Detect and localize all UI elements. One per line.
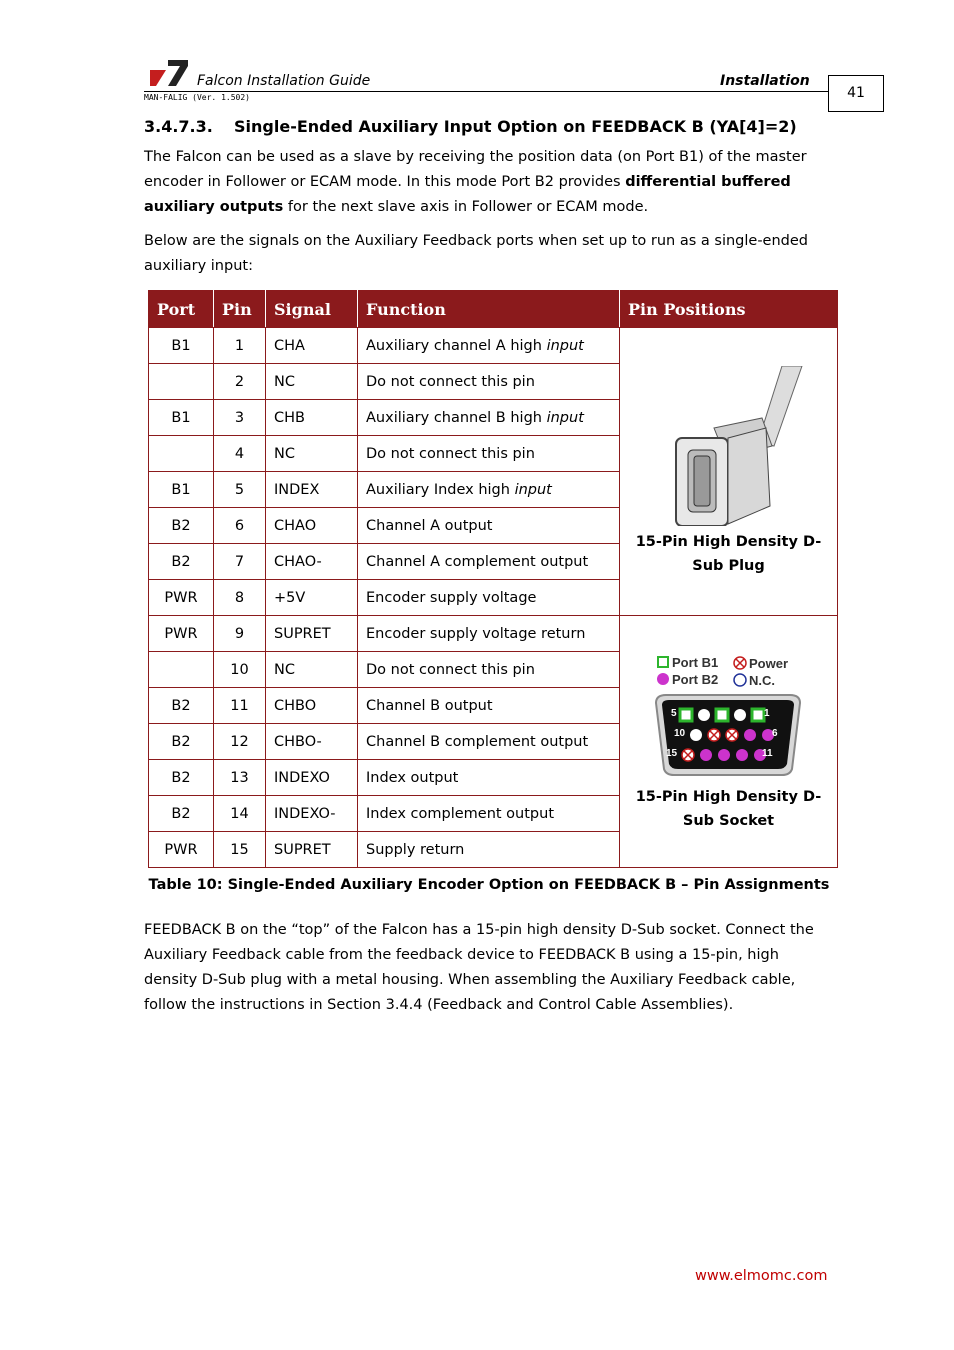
cell-function [358,616,620,652]
cell-port [149,652,214,688]
cell-function [358,760,620,796]
cell-function [358,724,620,760]
intro-paragraph-1 [144,145,834,220]
cell-pin: 3 [214,400,266,436]
section-heading [144,117,797,136]
socket-pin-14 [700,749,712,761]
function-text: Encoder supply voltage return [366,625,586,642]
cell-signal: CHAO [266,508,358,544]
function-text: Channel A complement output [366,553,589,570]
cell-pin: 7 [214,544,266,580]
dsub-plug-image [654,366,804,526]
function-text: Auxiliary channel A high [366,337,547,354]
cell-port: PWR [149,580,214,616]
svg-text:Power: Power [748,655,788,671]
function-text: Do not connect this pin [366,445,535,462]
elmo-logo [148,58,190,88]
cell-port [149,364,214,400]
cell-function [358,580,620,616]
function-text: Channel A output [366,517,493,534]
function-text: Auxiliary channel B high [366,409,547,426]
page-number: 41 [828,75,884,112]
socket-pin-4 [698,709,710,721]
svg-text:15: 15 [665,747,677,759]
function-text: Do not connect this pin [366,661,535,678]
port-b2-legend-icon [657,673,669,685]
cell-function [358,364,620,400]
cell-pin: 15 [214,832,266,868]
cell-port: B1 [149,328,214,364]
header-rule [144,91,829,92]
cell-function [358,328,620,364]
function-text: Encoder supply voltage [366,589,537,606]
cell-pin: 6 [214,508,266,544]
cell-pin: 2 [214,364,266,400]
cell-signal: NC [266,364,358,400]
cell-signal: CHAO- [266,544,358,580]
cell-port: PWR [149,832,214,868]
cell-signal: CHB [266,400,358,436]
cell-signal: NC [266,652,358,688]
cell-port: B1 [149,400,214,436]
cell-pin: 1 [214,328,266,364]
table-header-row [149,291,838,328]
cell-signal: CHBO- [266,724,358,760]
function-italic: input [514,481,552,498]
cell-port: B2 [149,796,214,832]
header-revision: MAN-FALIG (Ver. 1.502) [144,93,250,102]
svg-text:Port B1: Port B1 [671,654,718,670]
cell-pin: 10 [214,652,266,688]
table-caption: Table 10: Single-Ended Auxiliary Encoder Option on FEEDBACK B – Pin Assignments [148,877,830,893]
header-pin: Pin [214,291,266,328]
socket-pin-13 [718,749,730,761]
cell-port: B2 [149,760,214,796]
svg-text:6: 6 [771,727,778,739]
cell-signal: INDEX [266,472,358,508]
cell-pin: 12 [214,724,266,760]
cell-function [358,508,620,544]
cell-port: B1 [149,472,214,508]
cell-signal: INDEXO [266,760,358,796]
socket-pin-7 [744,729,756,741]
cell-function [358,652,620,688]
svg-text:10: 10 [673,727,685,739]
cell-function [358,688,620,724]
plug-cell [620,328,838,616]
section-number: 3.4.7.3. [144,117,213,136]
cell-pin: 9 [214,616,266,652]
header-signal: Signal [266,291,358,328]
cell-function [358,796,620,832]
function-italic: input [546,409,584,426]
intro-paragraph-2: Below are the signals on the Auxiliary Feedback ports when set up to run as a single-ended auxiliary input: [144,233,808,274]
cell-pin: 14 [214,796,266,832]
pin-assignment-table [148,290,838,868]
cell-port: B2 [149,508,214,544]
svg-text:11: 11 [761,747,773,759]
cell-function [358,472,620,508]
cell-signal: SUPRET [266,616,358,652]
function-text: Supply return [366,841,465,858]
intro-bold-text: differential buffered auxiliary outputs [144,174,791,215]
cell-port: B2 [149,724,214,760]
cell-pin: 11 [214,688,266,724]
cell-signal: INDEXO- [266,796,358,832]
socket-pin-1 [752,709,764,721]
svg-text:1: 1 [763,707,770,719]
intro-text: The Falcon can be used as a slave by receiving the position data (on Port B1) of the master encoder in Follower or ECAM mode. In this mode Port B2 provides [144,149,807,190]
cell-function [358,436,620,472]
cell-signal: +5V [266,580,358,616]
cell-pin: 4 [214,436,266,472]
function-italic: input [546,337,584,354]
socket-pin-12 [736,749,748,761]
cell-port: B2 [149,544,214,580]
header-port: Port [149,291,214,328]
socket-cell [620,616,838,868]
cell-signal: CHBO [266,688,358,724]
cell-function [358,400,620,436]
svg-text:5: 5 [670,707,677,719]
socket-pin-5 [680,709,692,721]
socket-pin-3 [716,709,728,721]
cell-signal: NC [266,436,358,472]
cell-signal: CHA [266,328,358,364]
cell-port [149,436,214,472]
function-text: Auxiliary Index high [366,481,515,498]
cell-function [358,544,620,580]
svg-text:N.C.: N.C. [748,672,775,688]
socket-pin-2 [734,709,746,721]
function-text: Index complement output [366,805,555,822]
header-section: Installation [720,73,810,89]
function-text: Channel B complement output [366,733,589,750]
header-title: Falcon Installation Guide [197,73,371,89]
section-title: Single-Ended Auxiliary Input Option on FEEDBACK B (YA[4]=2) [234,117,797,136]
socket-pin-10 [690,729,702,741]
dsub-socket-diagram [644,651,814,779]
function-text: Channel B output [366,697,493,714]
table-row [149,328,838,364]
plug-caption: 15-Pin High Density D-Sub Plug [635,533,822,574]
header-pin-positions: Pin Positions [620,291,838,328]
cell-port: B2 [149,688,214,724]
cell-pin: 8 [214,580,266,616]
function-text: Index output [366,769,459,786]
function-text: Do not connect this pin [366,373,535,390]
header-function: Function [358,291,620,328]
intro-text-end: for the next slave axis in Follower or ECAM mode. [283,199,649,215]
table-row [149,616,838,652]
footer-url[interactable]: www.elmomc.com [695,1268,828,1284]
svg-text:Port B2: Port B2 [671,671,718,687]
nc-legend-icon [734,674,746,686]
cell-pin: 13 [214,760,266,796]
socket-caption: 15-Pin High Density D-Sub Socket [635,788,822,829]
outro-paragraph: FEEDBACK B on the “top” of the Falcon has a 15-pin high density D-Sub socket. Connect the Auxiliary Feedback cable from the feedback device to FEEDBACK B using a 15-pin, high density D-Sub plug with a metal housing. When assembling the Auxiliary Feedback cable, follow the instructions in Section 3.4.4 (Feedback and Control Cable Assemblies). [144,922,814,1013]
cell-signal: SUPRET [266,832,358,868]
cell-function [358,832,620,868]
cell-port: PWR [149,616,214,652]
cell-pin: 5 [214,472,266,508]
port-b1-legend-icon [658,657,668,667]
